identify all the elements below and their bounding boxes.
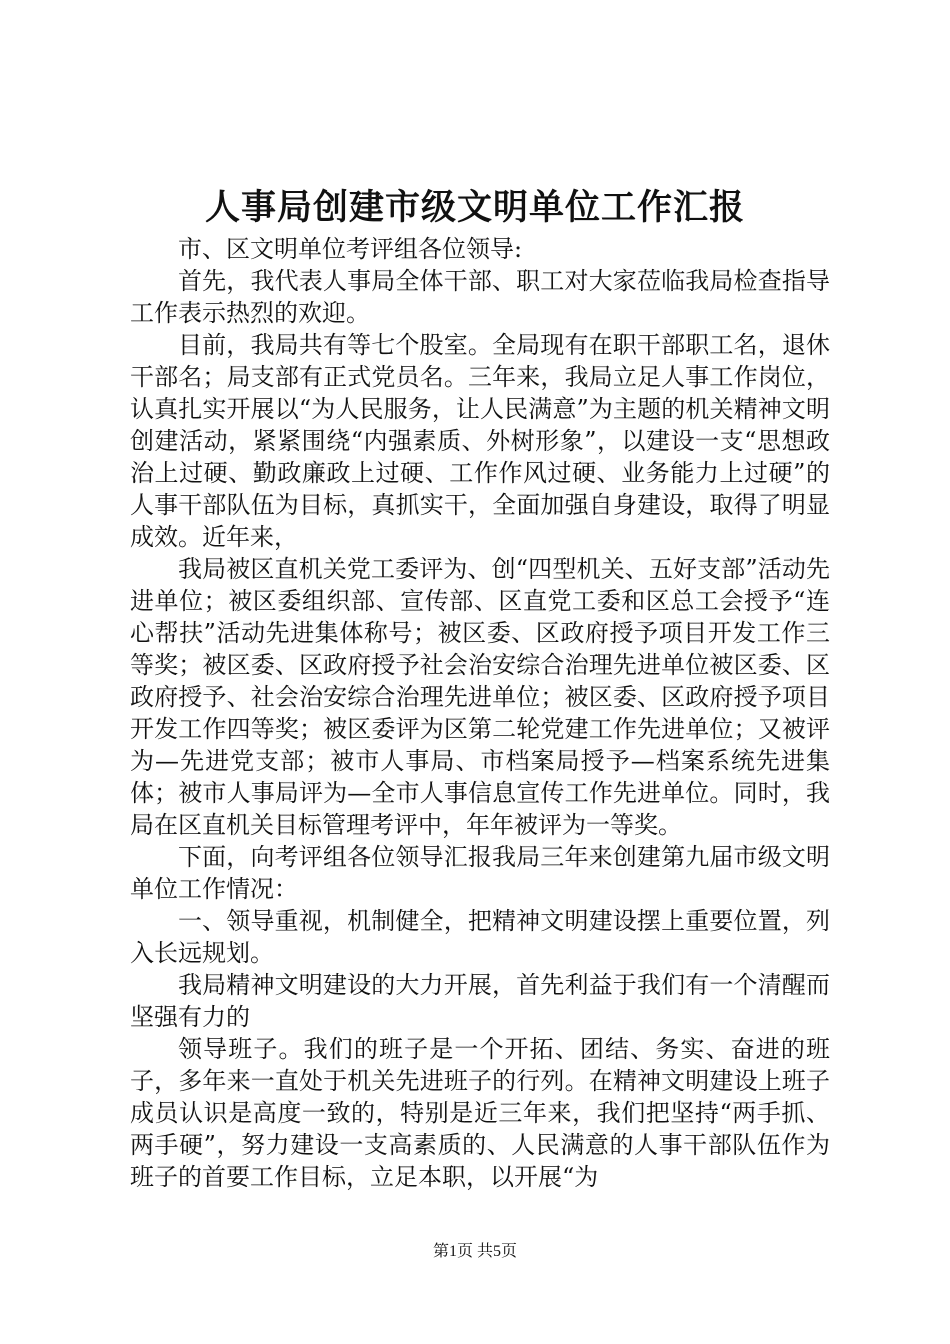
document-body xyxy=(130,233,830,1193)
document-title: 人事局创建市级文明单位工作汇报 xyxy=(204,187,745,228)
paragraph-section-heading: 一、领导重视，机制健全，把精神文明建设摆上重要位置，列入长远规划。 xyxy=(130,907,830,967)
paragraph-salutation: 市、区文明单位考评组各位领导: xyxy=(178,235,523,263)
paragraph-report-intro: 下面，向考评组各位领导汇报我局三年来创建第九届市级文明单位工作情况： xyxy=(130,843,830,903)
paragraph-overview: 目前，我局共有等七个股室。全局现有在职干部职工名，退休干部名；局支部有正式党员名。三年来，我局立足人事工作岗位，认真扎实开展以“为人民服务，让人民满意”为主题的机关精神文明创建活动，紧紧围绕“内强素质、外树形象”，以建设一支“思想政治上过硬、勤政廉政上过硬、工作作风过硬、业务能力上过硬”的人事干部队伍为目标，真抓实干，全面加强自身建设，取得了明显成效。近年来， xyxy=(130,331,830,551)
paragraph-honors: 我局被区直机关党工委评为、创“四型机关、五好支部”活动先进单位；被区委组织部、宣传部、区直党工委和区总工会授予“连心帮扶”活动先进集体称号；被区委、区政府授予项目开发工作三等奖；被区委、区政府授予社会治安综合治理先进单位被区委、区政府授予、社会治安综合治理先进单位；被区委、区政府授予项目开发工作四等奖；被区委评为区第二轮党建工作先进单位；又被评为—先进党支部；被市人事局、市档案局授予—档案系统先进集体；被市人事局评为—全市人事信息宣传工作先进单位。同时，我局在区直机关目标管理考评中，年年被评为一等奖。 xyxy=(130,555,830,839)
page-number-footer: 第1页 共5页 xyxy=(432,1243,517,1260)
paragraph-leadership: 领导班子。我们的班子是一个开拓、团结、务实、奋进的班子，多年来一直处于机关先进班子的行列。在精神文明建设上班子成员认识是高度一致的，特别是近三年来，我们把坚持“两手抓、两手硬”，努力建设一支高素质的、人民满意的人事干部队伍作为班子的首要工作目标，立足本职，以开展“为 xyxy=(130,1035,830,1191)
paragraph-leadership-intro: 我局精神文明建设的大力开展，首先利益于我们有一个清醒而坚强有力的 xyxy=(130,971,830,1031)
paragraph-welcome: 首先，我代表人事局全体干部、职工对大家莅临我局检查指导工作表示热烈的欢迎。 xyxy=(130,267,830,327)
